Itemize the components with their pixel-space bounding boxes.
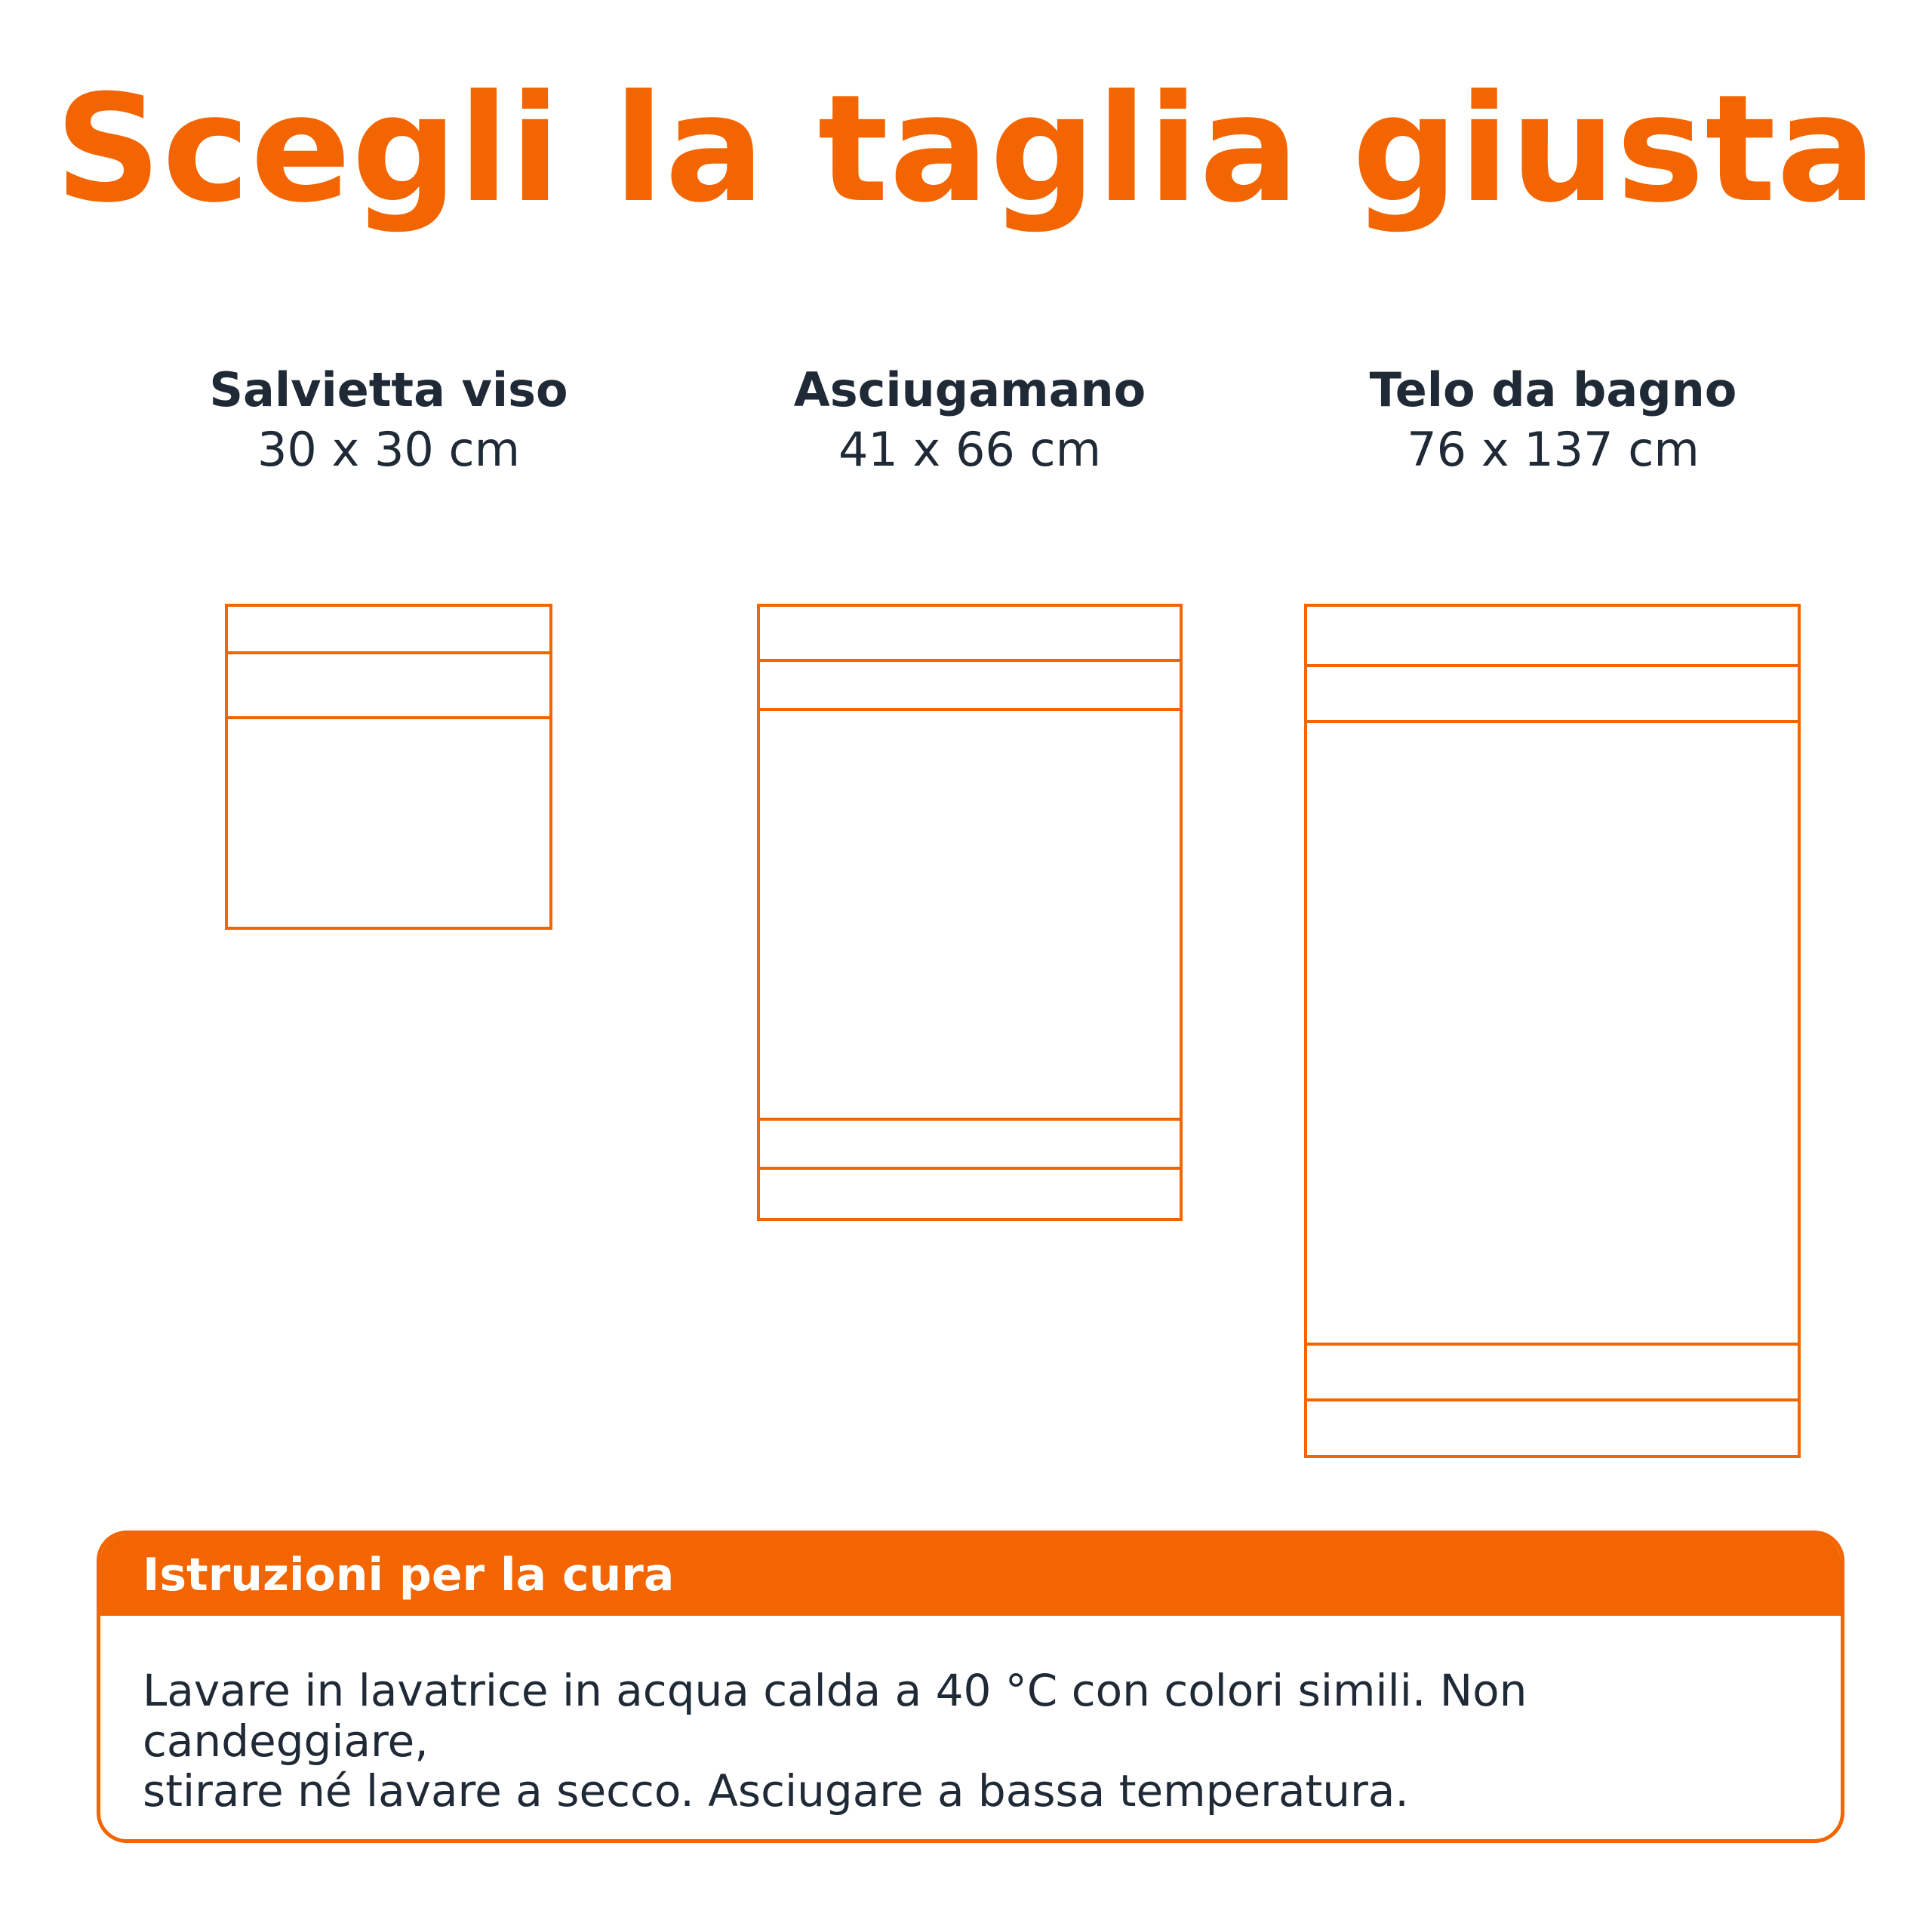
size-label-face-cloth — [102, 362, 675, 481]
hand-towel-towel-icon — [757, 604, 1183, 1221]
care-instructions-box — [97, 1531, 1844, 1843]
size-dimensions: 41 x 66 cm — [838, 422, 1102, 478]
towel-stripe — [1307, 1343, 1798, 1401]
size-label-bath-towel — [1266, 362, 1840, 481]
face-cloth-towel-icon — [225, 604, 552, 930]
towel-stripe — [1307, 664, 1798, 723]
towel-stripe — [760, 1118, 1180, 1170]
towel-stripe — [228, 651, 549, 719]
size-label-hand-towel — [683, 362, 1257, 481]
size-name: Asciugamano — [793, 362, 1146, 417]
care-instructions-body — [100, 1616, 1841, 1817]
care-instructions-heading: Istruzioni per la cura — [143, 1549, 675, 1601]
page-title: Scegli la taglia giusta — [54, 63, 1878, 235]
bath-towel-towel-icon — [1304, 604, 1801, 1458]
towel-stripe — [760, 659, 1180, 711]
care-instructions-header — [100, 1534, 1841, 1616]
care-instructions-text-line: stirare né lavare a secco. Asciugare a bassa temperatura. — [143, 1765, 1409, 1817]
size-dimensions: 76 x 137 cm — [1407, 422, 1700, 478]
size-name: Telo da bagno — [1369, 362, 1737, 417]
size-dimensions: 30 x 30 cm — [257, 422, 521, 478]
size-name: Salvietta viso — [209, 362, 568, 417]
care-instructions-text-line: Lavare in lavatrice in acqua calda a 40 °C con colori simili. Non candeggiare, — [143, 1665, 1527, 1767]
